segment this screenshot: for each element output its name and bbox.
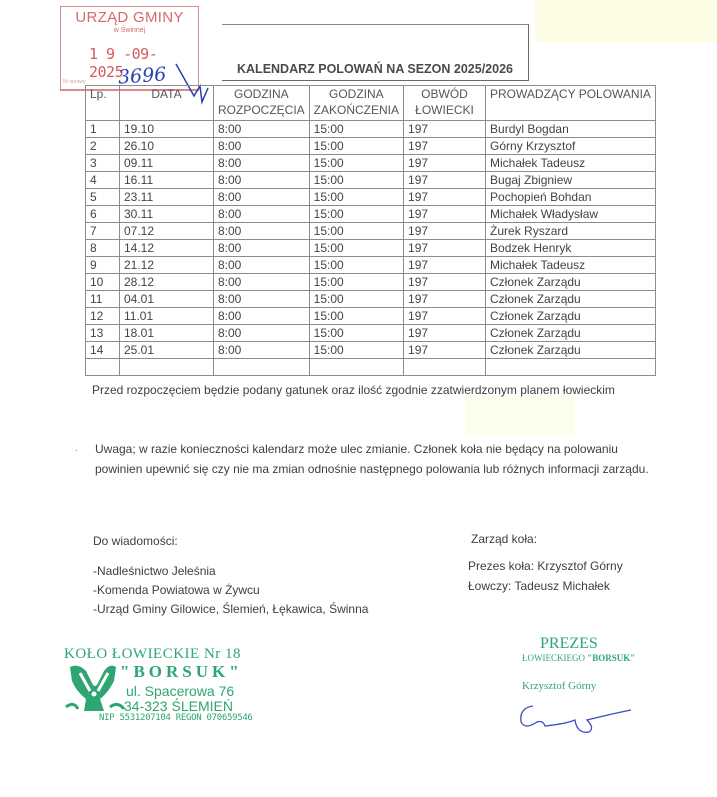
species-note: Przed rozpoczęciem będzie podany gatunek oraz ilość zgodnie zzatwierdzonym planem łowieckim <box>92 383 615 397</box>
cell-district: 197 <box>404 291 486 308</box>
cell-date: 07.12 <box>120 223 214 240</box>
table-row <box>86 223 656 240</box>
cell-date: 04.01 <box>120 291 214 308</box>
cell-leader: Członek Zarządu <box>486 308 656 325</box>
table-header-row <box>86 86 656 121</box>
cell-leader: Bugaj Zbigniew <box>486 172 656 189</box>
stamp-office: URZĄD GMINY <box>75 9 184 26</box>
board-list <box>468 556 623 596</box>
cell-start: 8:00 <box>214 240 310 257</box>
cell-lp: 11 <box>86 291 120 308</box>
cell-start: 8:00 <box>214 274 310 291</box>
table-row-empty <box>86 359 656 376</box>
cell-date: 26.10 <box>120 138 214 155</box>
stamp-date: 1 9 -09- 2025 <box>89 45 158 81</box>
president-stamp-title: PREZES <box>540 635 598 652</box>
table-row <box>86 155 656 172</box>
column-header-end: GODZINA ZAKOŃCZENIA <box>309 86 403 121</box>
cell-leader: Żurek Ryszard <box>486 223 656 240</box>
cell-lp: 6 <box>86 206 120 223</box>
club-stamp-street: ul. Spacerowa 76 <box>126 683 235 699</box>
signature-icon <box>515 698 635 738</box>
cell-lp: 13 <box>86 325 120 342</box>
board-member: Prezes koła: Krzysztof Górny <box>468 559 623 573</box>
table-row <box>86 121 656 138</box>
table-row <box>86 325 656 342</box>
table-row <box>86 308 656 325</box>
cell-end: 15:00 <box>309 138 403 155</box>
cell-start: 8:00 <box>214 342 310 359</box>
cell-date: 23.11 <box>120 189 214 206</box>
cell-leader: Michałek Władysław <box>486 206 656 223</box>
cell-date: 25.01 <box>120 342 214 359</box>
cell-district: 197 <box>404 257 486 274</box>
table-row <box>86 138 656 155</box>
cell-date: 09.11 <box>120 155 214 172</box>
cell-lp: 2 <box>86 138 120 155</box>
cell-start: 8:00 <box>214 121 310 138</box>
cell-district: 197 <box>404 206 486 223</box>
warning-note: Uwaga; w razie konieczności kalendarz może ulec zmianie. Członek koła nie będący na polowaniu powinien upewnić się czy nie ma zmian odnośnie następnego polowania lub różnych informacji zarządu. <box>95 442 649 476</box>
cell-start: 8:00 <box>214 308 310 325</box>
table-row <box>86 189 656 206</box>
distribution-heading: Do wiadomości: <box>93 534 178 548</box>
cell-district: 197 <box>404 189 486 206</box>
cell-date: 19.10 <box>120 121 214 138</box>
club-stamp-line1: KOŁO ŁOWIECKIE Nr 18 <box>64 646 242 662</box>
cell-start: 8:00 <box>214 172 310 189</box>
column-header-start: GODZINA ROZPOCZĘCIA <box>214 86 310 121</box>
cell-date: 21.12 <box>120 257 214 274</box>
cell-lp: 12 <box>86 308 120 325</box>
cell-end: 15:00 <box>309 257 403 274</box>
cell-district: 197 <box>404 172 486 189</box>
cell-lp: 7 <box>86 223 120 240</box>
cell-date: 16.11 <box>120 172 214 189</box>
cell-lp: 5 <box>86 189 120 206</box>
distribution-list <box>93 562 368 619</box>
cell-leader: Michałek Tadeusz <box>486 155 656 172</box>
badger-logo-icon <box>64 663 126 715</box>
table-row <box>86 240 656 257</box>
cell-end: 15:00 <box>309 291 403 308</box>
cell-leader: Burdyl Bogdan <box>486 121 656 138</box>
president-stamp-name: Krzysztof Górny <box>522 680 597 692</box>
cell-end: 15:00 <box>309 121 403 138</box>
cell-start: 8:00 <box>214 257 310 274</box>
cell-leader: Michałek Tadeusz <box>486 257 656 274</box>
stamp-handwritten-number: 3696 <box>117 63 168 89</box>
cell-lp: 4 <box>86 172 120 189</box>
cell-district: 197 <box>404 155 486 172</box>
cell-start: 8:00 <box>214 325 310 342</box>
distribution-item: -Urząd Gminy Gilowice, Ślemień, Łękawica, Świnna <box>93 602 369 616</box>
cell-date: 30.11 <box>120 206 214 223</box>
cell-lp: 10 <box>86 274 120 291</box>
cell-lp: 3 <box>86 155 120 172</box>
cell-end: 15:00 <box>309 172 403 189</box>
cell-end: 15:00 <box>309 342 403 359</box>
club-stamp-city: 34-323 ŚLEMIEŃ <box>124 698 233 714</box>
cell-end: 15:00 <box>309 274 403 291</box>
cell-district: 197 <box>404 308 486 325</box>
cell-lp: 8 <box>86 240 120 257</box>
cell-leader: Członek Zarządu <box>486 342 656 359</box>
distribution-item: -Komenda Powiatowa w Żywcu <box>93 583 260 597</box>
cell-district: 197 <box>404 223 486 240</box>
cell-start: 8:00 <box>214 223 310 240</box>
cell-lp: 14 <box>86 342 120 359</box>
cell-district: 197 <box>404 325 486 342</box>
stamp-location: w Świnnej <box>113 27 146 34</box>
club-stamp-name: "BORSUK" <box>120 662 243 681</box>
cell-end: 15:00 <box>309 308 403 325</box>
column-header-date: DATA <box>120 86 214 121</box>
cell-leader: Członek Zarządu <box>486 325 656 342</box>
cell-lp: 9 <box>86 257 120 274</box>
cell-start: 8:00 <box>214 206 310 223</box>
column-header-district: OBWÓD ŁOWIECKI <box>404 86 486 121</box>
president-stamp-subtitle: ŁOWIECKIEGO "BORSUK" <box>522 653 636 663</box>
table-row <box>86 206 656 223</box>
cell-leader: Bodzek Henryk <box>486 240 656 257</box>
cell-end: 15:00 <box>309 189 403 206</box>
table-row <box>86 172 656 189</box>
cell-start: 8:00 <box>214 291 310 308</box>
club-stamp-ids: NIP 5531207104 REGON 070659546 <box>99 713 253 723</box>
cell-leader: Pochopień Bohdan <box>486 189 656 206</box>
stamp-case-label: Nr sprawy <box>63 79 86 85</box>
column-header-leader: PROWADZĄCY POLOWANIA <box>486 86 656 121</box>
cell-date: 28.12 <box>120 274 214 291</box>
cell-district: 197 <box>404 240 486 257</box>
board-heading: Zarząd koła: <box>471 532 538 546</box>
cell-date: 11.01 <box>120 308 214 325</box>
cell-leader: Członek Zarządu <box>486 291 656 308</box>
cell-start: 8:00 <box>214 155 310 172</box>
cell-end: 15:00 <box>309 325 403 342</box>
table-row <box>86 342 656 359</box>
board-member: Łowczy: Tadeusz Michałek <box>468 579 610 593</box>
hunting-schedule-table <box>85 85 656 376</box>
cell-end: 15:00 <box>309 155 403 172</box>
column-header-lp: Lp. <box>86 86 120 121</box>
table-row <box>86 257 656 274</box>
cell-district: 197 <box>404 121 486 138</box>
distribution-item: -Nadleśnictwo Jeleśnia <box>93 564 216 578</box>
cell-date: 14.12 <box>120 240 214 257</box>
paper-tint <box>535 0 717 42</box>
document-title: KALENDARZ POLOWAŃ NA SEZON 2025/2026 <box>237 62 513 76</box>
cell-start: 8:00 <box>214 189 310 206</box>
cell-end: 15:00 <box>309 223 403 240</box>
cell-leader: Górny Krzysztof <box>486 138 656 155</box>
cell-district: 197 <box>404 342 486 359</box>
cell-leader: Członek Zarządu <box>486 274 656 291</box>
table-row <box>86 291 656 308</box>
bullet-dot: . <box>75 443 78 454</box>
paper-tint <box>465 395 575 435</box>
cell-end: 15:00 <box>309 206 403 223</box>
cell-district: 197 <box>404 274 486 291</box>
cell-lp: 1 <box>86 121 120 138</box>
cell-start: 8:00 <box>214 138 310 155</box>
cell-date: 18.01 <box>120 325 214 342</box>
table-row <box>86 274 656 291</box>
cell-district: 197 <box>404 138 486 155</box>
cell-end: 15:00 <box>309 240 403 257</box>
